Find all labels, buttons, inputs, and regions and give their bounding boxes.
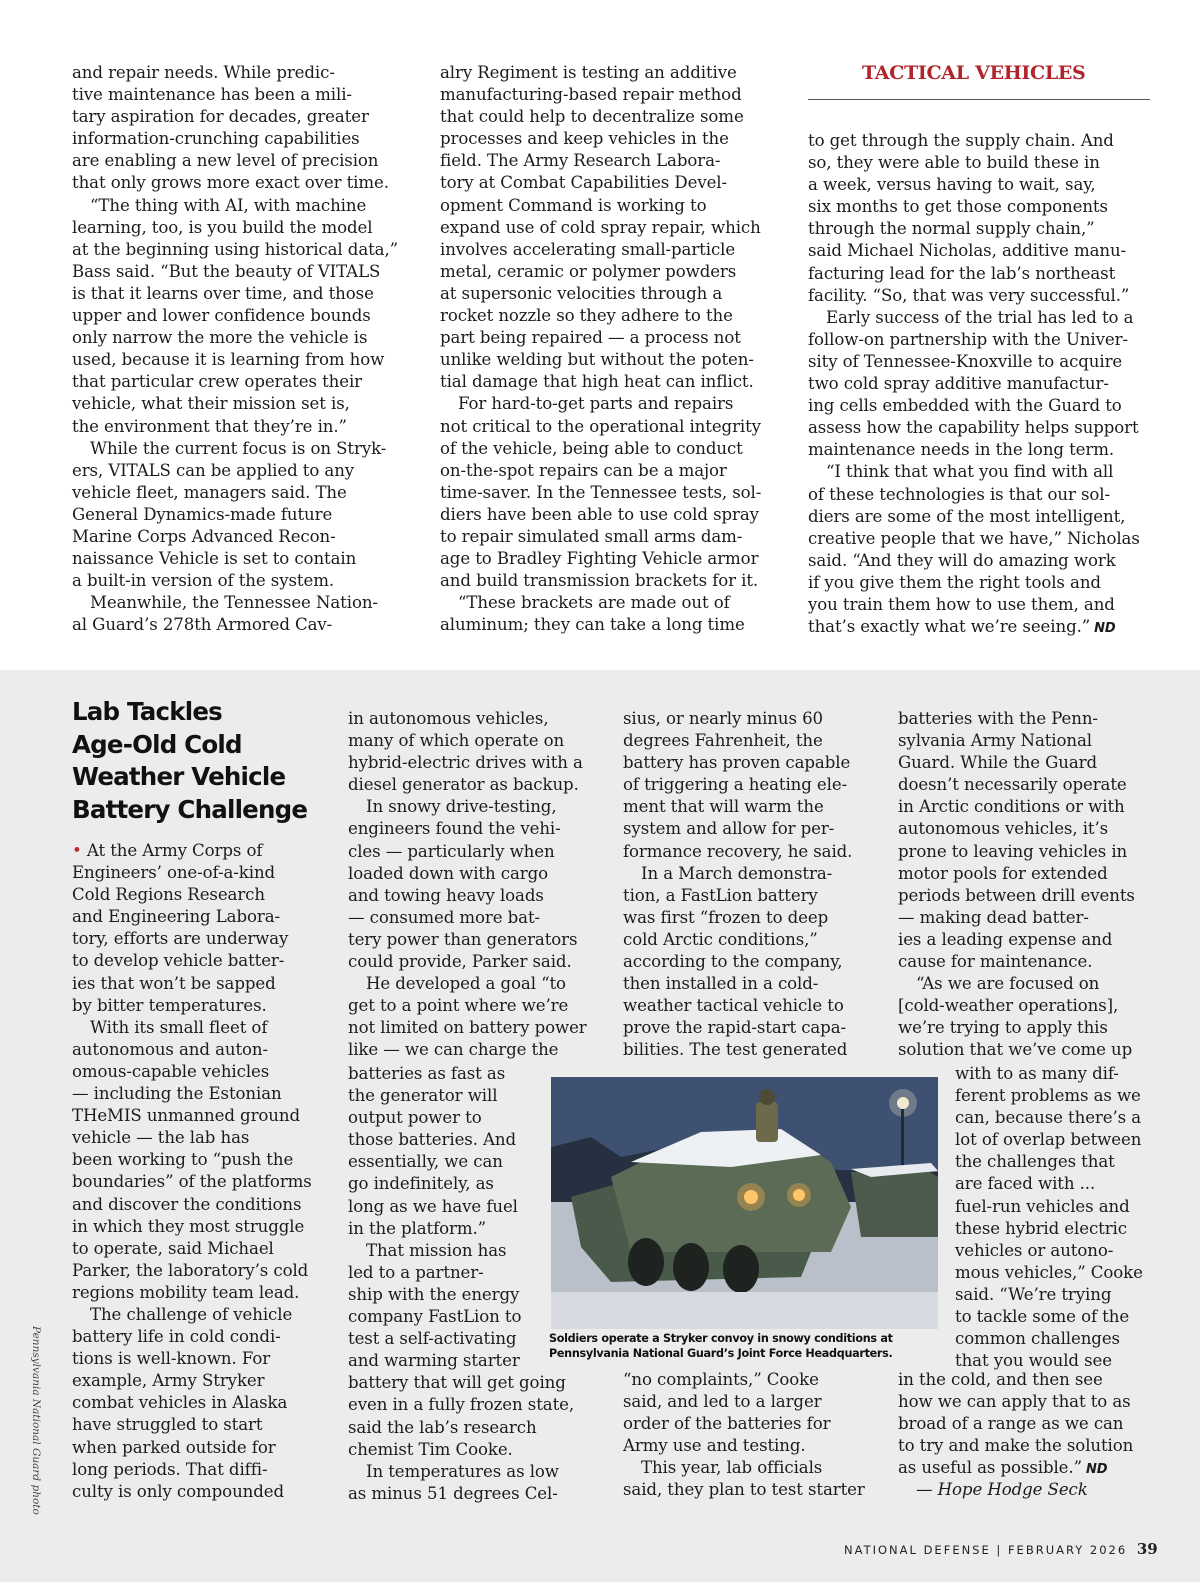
- text-line: facturing lead for the lab’s northeast: [808, 263, 1116, 283]
- text-line: follow-on partnership with the Univer-: [808, 329, 1128, 349]
- page-number: 39: [1136, 1540, 1158, 1558]
- text-line: ies that won’t be sapped: [72, 973, 276, 993]
- text-line: This year, lab officials: [641, 1458, 823, 1478]
- text-line: Meanwhile, the Tennessee Nation-: [90, 593, 378, 613]
- headline-line: Age-Old Cold: [72, 729, 242, 759]
- text-line: if you give them the right tools and: [808, 572, 1101, 592]
- article-column-3: [808, 130, 1153, 640]
- text-line: used, because it is learning from how: [72, 350, 385, 370]
- text-line-content: as useful as possible.”: [898, 1458, 1082, 1478]
- text-line-content: that’s exactly what we’re seeing.”: [808, 617, 1091, 637]
- text-line: sity of Tennessee-Knoxville to acquire: [808, 351, 1123, 371]
- text-line: long as we have fuel: [348, 1196, 518, 1216]
- text-line: so, they were able to build these in: [808, 153, 1100, 173]
- text-line: tery power than generators: [348, 929, 578, 949]
- text-line: periods between drill events: [898, 885, 1135, 905]
- text-line: ies a leading expense and: [898, 929, 1113, 949]
- text-line: al Guard’s 278th Armored Cav-: [72, 615, 333, 635]
- text-line: In temperatures as low: [366, 1461, 559, 1481]
- text-line: battery life in cold condi-: [72, 1327, 281, 1347]
- text-line: bilities. The test generated: [623, 1040, 848, 1060]
- text-line: involves accelerating small-particle: [440, 239, 736, 259]
- text-line: and repair needs. While predic-: [72, 63, 335, 82]
- text-line: “no complaints,” Cooke: [623, 1370, 819, 1389]
- article-column-1: [72, 62, 407, 636]
- text-line: prone to leaving vehicles in: [898, 841, 1128, 861]
- text-line: by bitter temperatures.: [72, 995, 267, 1015]
- text-line: system and allow for per-: [623, 819, 835, 839]
- text-line: culty is only compounded: [72, 1481, 285, 1501]
- text-line: been working to “push the: [72, 1150, 294, 1170]
- text-line: upper and lower confidence bounds: [72, 306, 371, 326]
- text-line: could provide, Parker said.: [348, 952, 572, 972]
- text-line: diers have been able to use cold spray: [440, 504, 759, 524]
- text-line: the environment that they’re in.”: [72, 416, 347, 436]
- end-mark: ND: [1094, 621, 1116, 637]
- text-line: of triggering a heating ele-: [623, 775, 848, 795]
- text-line: rocket nozzle so they adhere to the: [440, 306, 733, 326]
- text-line: formance recovery, he said.: [623, 841, 853, 861]
- text-line: mous vehicles,” Cooke: [955, 1262, 1143, 1282]
- text-line: the generator will: [348, 1086, 498, 1106]
- sidebar-column-4-wrap: [955, 1063, 1155, 1372]
- text-line: aluminum; they can take a long time: [440, 615, 745, 635]
- text-line: example, Army Stryker: [72, 1371, 265, 1391]
- text-line: combat vehicles in Alaska: [72, 1393, 288, 1413]
- text-line: on-the-spot repairs can be a major: [440, 460, 727, 480]
- byline-text: — Hope Hodge Seck: [916, 1480, 1088, 1499]
- text-line: and build transmission brackets for it.: [440, 571, 759, 591]
- text-line: tory, efforts are underway: [72, 929, 289, 949]
- section-label: TACTICAL VEHICLES: [862, 62, 1086, 84]
- text-line: six months to get those components: [808, 197, 1108, 217]
- sidebar-column-4: [898, 708, 1153, 1062]
- text-line: diers are some of the most intelligent,: [808, 506, 1126, 526]
- text-line: that only grows more exact over time.: [72, 173, 389, 193]
- text-line: diesel generator as backup.: [348, 775, 579, 795]
- text-line: are faced with ...: [955, 1174, 1096, 1194]
- caption-line: Pennsylvania National Guard’s Joint Force Headquarters.: [549, 1347, 893, 1360]
- text-line: when parked outside for: [72, 1437, 276, 1457]
- bullet-marker: •: [72, 841, 87, 860]
- text-line: those batteries. And: [348, 1130, 517, 1150]
- text-line: common challenges: [955, 1329, 1120, 1349]
- text-line: essentially, we can: [348, 1152, 503, 1172]
- text-line: batteries with the Penn-: [898, 709, 1098, 728]
- text-line: ferent problems as we: [955, 1086, 1141, 1106]
- sidebar-headline: [72, 696, 332, 826]
- text-line: test a self-activating: [348, 1329, 517, 1349]
- text-line: to get through the supply chain. And: [808, 131, 1114, 150]
- text-line: information-crunching capabilities: [72, 129, 360, 149]
- text-line: vehicles or autono-: [955, 1240, 1114, 1260]
- text-line: unlike welding but without the poten-: [440, 350, 754, 370]
- text-line: General Dynamics-made future: [72, 504, 333, 524]
- text-line: led to a partner-: [348, 1262, 484, 1282]
- text-line: as minus 51 degrees Cel-: [348, 1483, 558, 1503]
- text-line: processes and keep vehicles in the: [440, 129, 729, 149]
- text-line: is that it learns over time, and those: [72, 283, 374, 303]
- text-line: vehicle fleet, managers said. The: [72, 482, 347, 502]
- text-line: a built-in version of the system.: [72, 571, 334, 591]
- text-line: He developed a goal “to: [366, 974, 566, 994]
- text-line: you train them how to use them, and: [808, 594, 1115, 614]
- text-line: in which they most struggle: [72, 1216, 305, 1236]
- text-line: [72, 840, 330, 862]
- text-line: metal, ceramic or polymer powders: [440, 261, 737, 281]
- text-line: “The thing with AI, with machine: [90, 195, 367, 215]
- text-line: then installed in a cold-: [623, 974, 819, 994]
- text-line: tary aspiration for decades, greater: [72, 107, 369, 127]
- text-line: sius, or nearly minus 60: [623, 709, 823, 728]
- text-line: motor pools for extended: [898, 863, 1108, 883]
- text-line: facility. “So, that was very successful.”: [808, 285, 1130, 305]
- text-line: boundaries” of the platforms: [72, 1172, 312, 1192]
- publication-name: NATIONAL DEFENSE: [844, 1543, 991, 1557]
- sidebar-column-1: [72, 840, 330, 1503]
- text-line: to try and make the solution: [898, 1436, 1134, 1456]
- text-line: go indefinitely, as: [348, 1174, 494, 1194]
- text-line: prove the rapid-start capa-: [623, 1018, 847, 1038]
- text-line: that could help to decentralize some: [440, 107, 744, 127]
- text-line: Engineers’ one-of-a-kind: [72, 863, 276, 883]
- text-line: have struggled to start: [72, 1415, 263, 1435]
- section-divider: [808, 99, 1150, 100]
- headline-line: Lab Tackles: [72, 697, 222, 726]
- text-line: said the lab’s research: [348, 1417, 537, 1437]
- stryker-convoy-photo: [551, 1077, 938, 1329]
- text-line: to operate, said Michael: [72, 1238, 274, 1258]
- text-line: opment Command is working to: [440, 195, 707, 215]
- text-line: output power to: [348, 1108, 482, 1128]
- text-line-content: At the Army Corps of: [86, 841, 263, 860]
- footer-separator: |: [996, 1543, 1003, 1557]
- text-line: to tackle some of the: [955, 1307, 1130, 1327]
- text-line: age to Bradley Fighting Vehicle armor: [440, 549, 759, 569]
- page-footer: [844, 1540, 1158, 1558]
- text-line: and warming starter: [348, 1351, 520, 1371]
- text-line: [898, 1457, 1153, 1481]
- text-line: and Engineering Labora-: [72, 907, 281, 927]
- text-line: to repair simulated small arms dam-: [440, 526, 743, 546]
- sidebar-column-2: [348, 708, 603, 1062]
- text-line: said. “And they will do amazing work: [808, 550, 1116, 570]
- text-line: In a March demonstra-: [641, 863, 833, 883]
- text-line: in autonomous vehicles,: [348, 709, 549, 728]
- text-line: cold Arctic conditions,”: [623, 929, 818, 949]
- text-line: that particular crew operates their: [72, 372, 362, 392]
- text-line: THeMIS unmanned ground: [72, 1106, 300, 1126]
- text-line: part being repaired — a process not: [440, 328, 741, 348]
- text-line: While the current focus is on Stryk-: [90, 438, 387, 458]
- text-line: loaded down with cargo: [348, 863, 548, 883]
- text-line: can, because there’s a: [955, 1108, 1142, 1128]
- text-line: not limited on battery power: [348, 1018, 587, 1038]
- text-line: according to the company,: [623, 952, 843, 972]
- text-line: was first “frozen to deep: [623, 907, 829, 927]
- text-line: expand use of cold spray repair, which: [440, 217, 761, 237]
- byline: [916, 1479, 1146, 1501]
- headline-line: Weather Vehicle: [72, 762, 286, 791]
- text-line: The challenge of vehicle: [90, 1304, 293, 1324]
- text-line: said, they plan to test starter: [623, 1480, 865, 1500]
- text-line: cause for maintenance.: [898, 952, 1093, 972]
- text-line: order of the batteries for: [623, 1414, 831, 1434]
- text-line: in the platform.”: [348, 1218, 487, 1238]
- text-line: company FastLion to: [348, 1307, 522, 1327]
- text-line: lot of overlap between: [955, 1130, 1142, 1150]
- photo-caption: [549, 1331, 941, 1361]
- text-line: get to a point where we’re: [348, 996, 569, 1016]
- text-line: ing cells embedded with the Guard to: [808, 396, 1122, 416]
- text-line: regions mobility team lead.: [72, 1282, 300, 1302]
- text-line: time-saver. In the Tennessee tests, sol-: [440, 482, 762, 502]
- text-line: — making dead batter-: [898, 907, 1089, 927]
- text-line: ers, VITALS can be applied to any: [72, 460, 355, 480]
- end-mark: ND: [1085, 1462, 1108, 1478]
- text-line: vehicle, what their mission set is,: [72, 394, 350, 414]
- text-line: battery has proven capable: [623, 753, 851, 773]
- text-line: In snowy drive-testing,: [366, 797, 557, 817]
- text-line: tions is well-known. For: [72, 1349, 271, 1369]
- text-line: to develop vehicle batter-: [72, 951, 285, 971]
- text-line: weather tactical vehicle to: [623, 996, 844, 1016]
- text-line: through the normal supply chain,”: [808, 219, 1095, 239]
- photo-illustration: [551, 1077, 938, 1329]
- text-line: and towing heavy loads: [348, 885, 544, 905]
- text-line: autonomous vehicles, it’s: [898, 819, 1109, 839]
- sidebar-column-4-end: [898, 1369, 1153, 1481]
- headline-line: Battery Challenge: [72, 794, 308, 824]
- text-line: [cold-weather operations],: [898, 996, 1119, 1016]
- text-line: Marine Corps Advanced Recon-: [72, 526, 336, 546]
- text-line: maintenance needs in the long term.: [808, 440, 1115, 460]
- text-line: cles — particularly when: [348, 841, 555, 861]
- text-line: only narrow the more the vehicle is: [72, 328, 368, 348]
- text-line: learning, too, is you build the model: [72, 217, 373, 237]
- text-line: vehicle — the lab has: [72, 1128, 250, 1148]
- text-line: With its small fleet of: [90, 1017, 268, 1037]
- text-line: at the beginning using historical data,”: [72, 239, 399, 259]
- text-line: doesn’t necessarily operate: [898, 775, 1127, 795]
- text-line: tory at Combat Capabilities Devel-: [440, 173, 728, 193]
- sidebar-column-3-wrap: [623, 1369, 878, 1502]
- text-line: — including the Estonian: [72, 1084, 282, 1104]
- text-line: even in a fully frozen state,: [348, 1395, 575, 1415]
- text-line: tial damage that high heat can inflict.: [440, 372, 754, 392]
- text-line: two cold spray additive manufactur-: [808, 374, 1109, 394]
- text-line: long periods. That diffi-: [72, 1459, 268, 1479]
- article-column-2: [440, 62, 775, 636]
- text-line: in the cold, and then see: [898, 1370, 1103, 1389]
- text-line: not critical to the operational integrity: [440, 416, 761, 436]
- text-line: fuel-run vehicles and: [955, 1196, 1130, 1216]
- text-line: sylvania Army National: [898, 731, 1092, 751]
- text-line: tive maintenance has been a mili-: [72, 85, 352, 105]
- text-line: that you would see: [955, 1351, 1112, 1371]
- text-line: “These brackets are made out of: [458, 593, 730, 613]
- text-line: solution that we’ve come up: [898, 1040, 1133, 1060]
- text-line: ship with the energy: [348, 1284, 520, 1304]
- sidebar-column-2-wrap: [348, 1063, 575, 1505]
- text-line: — consumed more bat-: [348, 907, 541, 927]
- issue-date: FEBRUARY 2026: [1007, 1543, 1128, 1557]
- text-line: naissance Vehicle is set to contain: [72, 549, 357, 569]
- text-line: Guard. While the Guard: [898, 753, 1098, 773]
- text-line: are enabling a new level of precision: [72, 151, 379, 171]
- text-line: broad of a range as we can: [898, 1414, 1124, 1434]
- text-line: batteries as fast as: [348, 1064, 506, 1083]
- text-line: said. “We’re trying: [955, 1284, 1112, 1304]
- sidebar-column-3: [623, 708, 878, 1062]
- text-line: “As we are focused on: [916, 974, 1100, 994]
- text-line: in Arctic conditions or with: [898, 797, 1125, 817]
- text-line: and discover the conditions: [72, 1194, 302, 1214]
- text-line: Army use and testing.: [623, 1436, 806, 1456]
- text-line: assess how the capability helps support: [808, 418, 1139, 438]
- text-line: That mission has: [366, 1240, 507, 1260]
- text-line: Bass said. “But the beauty of VITALS: [72, 261, 381, 281]
- text-line: how we can apply that to as: [898, 1392, 1131, 1412]
- text-line: manufacturing-based repair method: [440, 85, 742, 105]
- text-line: battery that will get going: [348, 1373, 566, 1393]
- text-line: tion, a FastLion battery: [623, 885, 818, 905]
- text-line: omous-capable vehicles: [72, 1061, 270, 1081]
- text-line: Early success of the trial has led to a: [826, 307, 1134, 327]
- text-line: many of which operate on: [348, 731, 565, 751]
- text-line: degrees Fahrenheit, the: [623, 731, 823, 751]
- caption-line: Soldiers operate a Stryker convoy in snowy conditions at: [549, 1332, 893, 1345]
- text-line: Parker, the laboratory’s cold: [72, 1260, 309, 1280]
- text-line: like — we can charge the: [348, 1040, 559, 1060]
- text-line: “I think that what you find with all: [826, 462, 1114, 482]
- text-line: chemist Tim Cooke.: [348, 1439, 513, 1459]
- text-line: creative people that we have,” Nicholas: [808, 528, 1140, 548]
- text-line: said Michael Nicholas, additive manu-: [808, 241, 1127, 261]
- text-line: said, and led to a larger: [623, 1392, 822, 1412]
- text-line: alry Regiment is testing an additive: [440, 63, 737, 82]
- text-line: at supersonic velocities through a: [440, 283, 723, 303]
- text-line: we’re trying to apply this: [898, 1018, 1108, 1038]
- text-line: autonomous and auton-: [72, 1039, 269, 1059]
- text-line: with to as many dif-: [955, 1064, 1119, 1083]
- text-line: the challenges that: [955, 1152, 1115, 1172]
- text-line: a week, versus having to wait, say,: [808, 175, 1096, 195]
- text-line: ment that will warm the: [623, 797, 824, 817]
- text-line: [808, 616, 1153, 640]
- text-line: of these technologies is that our sol-: [808, 484, 1110, 504]
- text-line: field. The Army Research Labora-: [440, 151, 721, 171]
- text-line: engineers found the vehi-: [348, 819, 561, 839]
- text-line: these hybrid electric: [955, 1218, 1127, 1238]
- text-line: Cold Regions Research: [72, 885, 265, 905]
- photo-credit: Pennsylvania National Guard photo: [30, 1326, 42, 1515]
- text-line: For hard-to-get parts and repairs: [458, 394, 734, 414]
- text-line: hybrid-electric drives with a: [348, 753, 583, 773]
- text-line: of the vehicle, being able to conduct: [440, 438, 743, 458]
